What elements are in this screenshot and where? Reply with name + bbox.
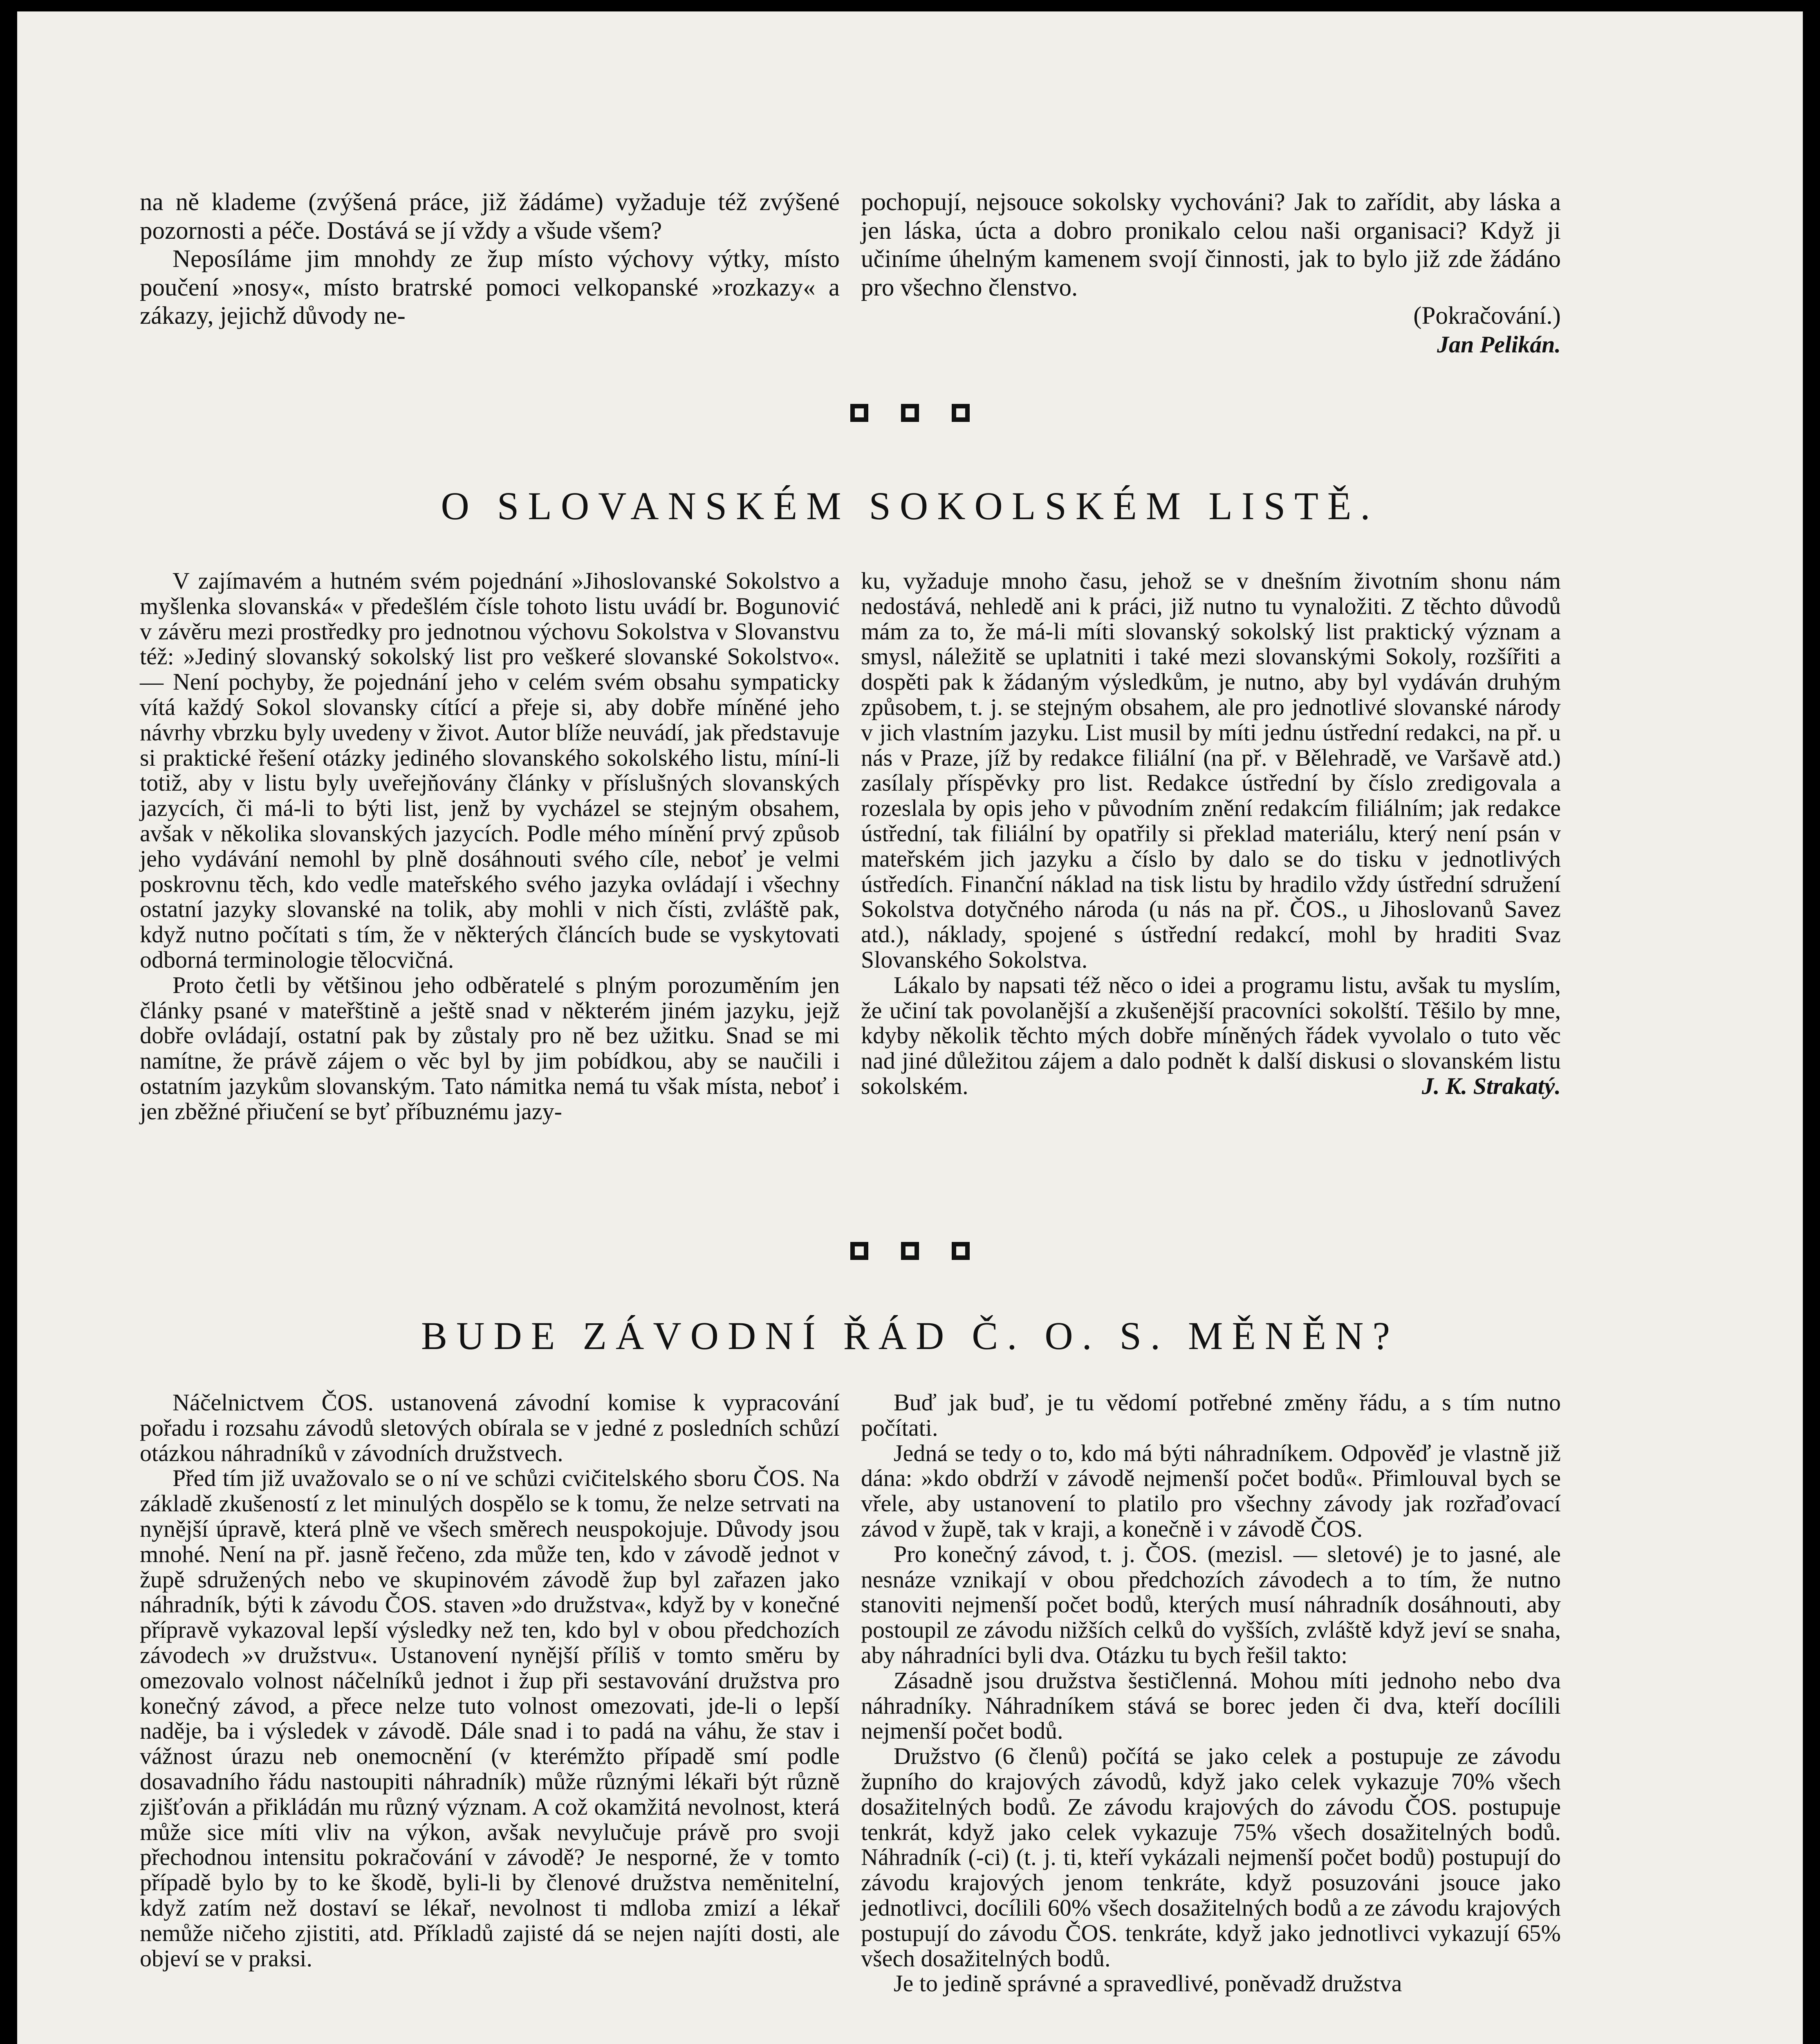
article-2-right-paragraph-1: Buď jak buď, je tu vědomí potřebné změny řádu, a s tím nutno počítati.	[861, 1389, 1561, 1441]
article-2-right-paragraph-5: Družstvo (6 členů) počítá se jako celek a postupuje ze závodu župního do krajových závodů, když jako celek vykazuje 70% všech dosažitelných bodů. Ze závodu krajových do závodu ČOS. postupuje tenkrát, když jako celek vykazuje 75% všech dosažitelných bodů. Náhradník (-ci) (t. j. ti, kteří vykázali nejmenší počet bodů) postupují do závodu krajových jenom tenkráte, když posuzováni jsouce jako jednotlivci, docílili 60% všech dosažitelných bodů a ze závodu krajových postupují do závodu ČOS. tenkráte, když jako jednotlivci vykazují 65% všech dosažitelných bodů.	[861, 1743, 1561, 1972]
square-ornament	[952, 404, 970, 422]
article-2-right-column	[861, 1390, 1561, 1996]
article-1-left-paragraph-2: Proto četli by většinou jeho odběratelé s plným porozuměním jen články psané v mateřštině a ještě snad v některém jiném jazyku, jejž dobře ovládají, ostatní pak by zůstaly pro ně bez užitku. Snad se mi namítne, že právě zájem o věc byl by jim pobídkou, aby se naučili i ostatním jazykům slovanským. Tato námitka nemá tu však místa, neboť i jen zběžné přiučení se byť příbuznému jazy-	[140, 971, 840, 1125]
square-ornament	[850, 404, 868, 422]
article-2-left-column	[140, 1390, 840, 1971]
author-signature-strakaty: J. K. Strakatý.	[1422, 1072, 1561, 1099]
top-right-column	[861, 188, 1561, 359]
top-left-paragraph-2: Neposíláme jim mnohdy ze žup místo výchovy výtky, místo poučení »nosy«, místo bratrské pomoci velkopanské »rozkazy« a zákazy, jejichž důvody ne-	[140, 245, 840, 329]
article-1-left-paragraph-1: V zajímavém a hutném svém pojednání »Jihoslovanské Sokolstvo a myšlenka slovanská« v předešlém čísle tohoto listu uvádí br. Bogunović v závěru mezi prostředky pro jednotnou výchovu Sokolstva v Slovanstvu též: »Jediný slovanský sokolský list pro veškeré slovanské Sokolstvo«. — Není pochyby, že pojednání jeho v celém svém obsahu sympaticky vítá každý Sokol slovansky cítící a přeje si, aby dobře míněné jeho návrhy vbrzku byly uvedeny v život. Autor blíže neuvádí, jak představuje si praktické řešení otázky jediného slovanského sokolského listu, míní-li totiž, aby v listu byly uveřejňovány články v příslušných slovanských jazycích, či má-li to býti list, jenž by vycházel se stejným obsahem, avšak v několika slovanských jazycích. Podle mého mínění prvý způsob jeho vydávání nemohl by plně dosáhnouti svého cíle, neboť je velmi poskrovnu těch, kdo vedle mateřského svého jazyka ovládají i všechny ostatní jazyky slovanské na tolik, aby mohli v nich čísti, zvláště pak, když nutno počítati s tím, že v některých článcích bude se vyskytovati odborná terminologie tělocvičná.	[140, 567, 840, 973]
article-2-right-paragraph-2: Jedná se tedy o to, kdo má býti náhradníkem. Odpověď je vlastně již dána: »kdo obdrží v závodě nejmenší počet bodů«. Přimlouval bych se vřele, aby ustanovení to platilo pro všechny závody jak rozřaďovací závod v župě, tak v kraji, a konečně i v závodě ČOS.	[861, 1439, 1561, 1542]
square-ornament	[901, 404, 919, 422]
square-ornament	[952, 1242, 970, 1260]
article-1-left-column	[140, 568, 840, 1124]
article-2-left-paragraph-2: Před tím již uvažovalo se o ní ve schůzi cvičitelského sboru ČOS. Na základě zkušeností z let minulých dospělo se k tomu, že nelze setrvati na nynější úpravě, která plně ve všech směrech neuspokojuje. Důvody jsou mnohé. Není na př. jasně řečeno, zda může ten, kdo v závodě jednot v župě sdružených nebo ve skupinovém závodě žup byl zařazen jako náhradník, býti k závodu ČOS. staven »do družstva«, když by v konečné přípravě vykazoval lepší výsledky než ten, kdo byl v obou předchozích závodech »v družstvu«. Ustanovení nynější příliš v tomto směru by omezovalo volnost náčelníků jednot i žup při sestavování družstva pro konečný závod, a přece nelze tuto volnost omezovati, jde-li o lepší naděje, ba i výsledek v závodě. Dále snad i to padá na váhu, že stav i vážnost úrazu neb onemocnění (v kterémžto případě smí podle dosavadního řádu nastoupiti náhradník) může různými lékaři být různě zjišťován a přikládán mu různý význam. A což okamžitá nevolnost, která může sice míti vliv na výkon, avšak nevylučuje právě pro svoji přechodnou intensitu pokračování v závodě? Je nesporné, že v tomto případě bylo by to ke škodě, byli-li by členové družstva neměnitelní, když zatím než dostaví se lékař, nevolnost ti mdloba zmizí a lékař nemůže ničeho zjistiti, atd. Příkladů zajisté dá se nejen najíti dosti, ale objeví se v praksi.	[140, 1465, 840, 1972]
square-ornament	[901, 1242, 919, 1260]
author-signature-pelikan: Jan Pelikán.	[1437, 331, 1561, 358]
article-1-right-paragraph-2: Lákalo by napsati též něco o idei a programu listu, avšak tu myslím, že učiní tak povolanější a zkušenější pracovníci sokolští. Těšilo by mne, kdyby několik těchto mých dobře míněných řádek vyvolalo o tuto věc nad jiné důležitou zájem a dalo podnět k další diskusi o slovanském listu sokolském.	[861, 971, 1561, 1099]
continuation-note: (Pokračování.)	[1413, 302, 1561, 329]
separator-squares-1	[17, 404, 1803, 422]
article-2-title: BUDE ZÁVODNÍ ŘÁD Č. O. S. MĚNĚN?	[421, 1314, 1399, 1358]
article-2-right-paragraph-6: Je to jedině správné a spravedlivé, poněvadž družstva	[894, 1970, 1402, 1997]
article-2-right-paragraph-3: Pro konečný závod, t. j. ČOS. (mezisl. — sletové) je to jasné, ale nesnáze vznikají v obou předchozích závodech a to tím, že nutno stanoviti nejmenší počet bodů, kterých musí náhradník dosáhnouti, aby postoupil ze závodu nižších celků do vyšších, zvláště když jeví se snaha, aby náhradníci byli dva. Otázku tu bych řešil takto:	[861, 1540, 1561, 1668]
article-1-right-paragraph-1: ku, vyžaduje mnoho času, jehož se v dnešním životním shonu nám nedostává, nehledě ani k práci, již nutno tu vynaložiti. Z těchto důvodů mám za to, že má-li míti slovanský sokolský list praktický význam a smysl, náležitě se uplatniti i také mezi slovanskými Sokoly, rozšířiti a dospěti pak k žádaným výsledkům, je nutno, aby byl vydáván druhým způsobem, t. j. se stejným obsahem, ale pro jednotlivé slovanské národy v jich vlastním jazyku. List musil by míti jednu ústřední redakci, na př. u nás v Praze, jíž by redakce filiální (na př. v Bělehradě, ve Varšavě atd.) zasílaly příspěvky pro list. Redakce ústřední by číslo zredigovala a rozeslala by opis jeho v původním znění redakcím filiálním; jak redakce ústřední, tak filiální by opatřily si překlad materiálu, který není psán v mateřském jich jazyku a číslo by dalo se do tisku v jednotlivých ústředích. Finanční náklad na tisk listu by hradilo vždy ústřední sdružení Sokolstva dotyčného národa (u nás na př. ČOS., u Jihoslovanů Savez atd.), náklady, spojené s ústřední redakcí, mohl by hraditi Svaz Slovanského Sokolstva.	[861, 567, 1561, 973]
top-right-paragraph-1: pochopují, nejsouce sokolsky vychováni? Jak to zařídit, aby láska a jen láska, úcta a dobro pronikalo celou naši organisaci? Když ji učiníme úhelným kamenem svojí činnosti, jak to bylo již zde žádáno pro všechno členstvo.	[861, 188, 1561, 301]
article-2-right-paragraph-4: Zásadně jsou družstva šestičlenná. Mohou míti jednoho nebo dva náhradníky. Náhradníkem stává se borec jeden či dva, kteří docílili nejmenší počet bodů.	[861, 1667, 1561, 1744]
article-1-title: O SLOVANSKÉM SOKOLSKÉM LISTĚ.	[441, 484, 1379, 528]
top-left-column	[140, 188, 840, 330]
separator-squares-2	[17, 1242, 1803, 1260]
article-1-right-column	[861, 568, 1561, 1099]
article-2-left-paragraph-1: Náčelnictvem ČOS. ustanovená závodní komise k vypracování pořadu i rozsahu závodů sletových obírala se v jedné z posledních schůzí otázkou náhradníků v závodních družstvech.	[140, 1389, 840, 1466]
square-ornament	[850, 1242, 868, 1260]
page	[17, 11, 1803, 2044]
top-left-paragraph-1: na ně klademe (zvýšená práce, již žádáme) vyžaduje též zvýšené pozornosti a péče. Dostává se jí vždy a všude všem?	[140, 188, 840, 244]
